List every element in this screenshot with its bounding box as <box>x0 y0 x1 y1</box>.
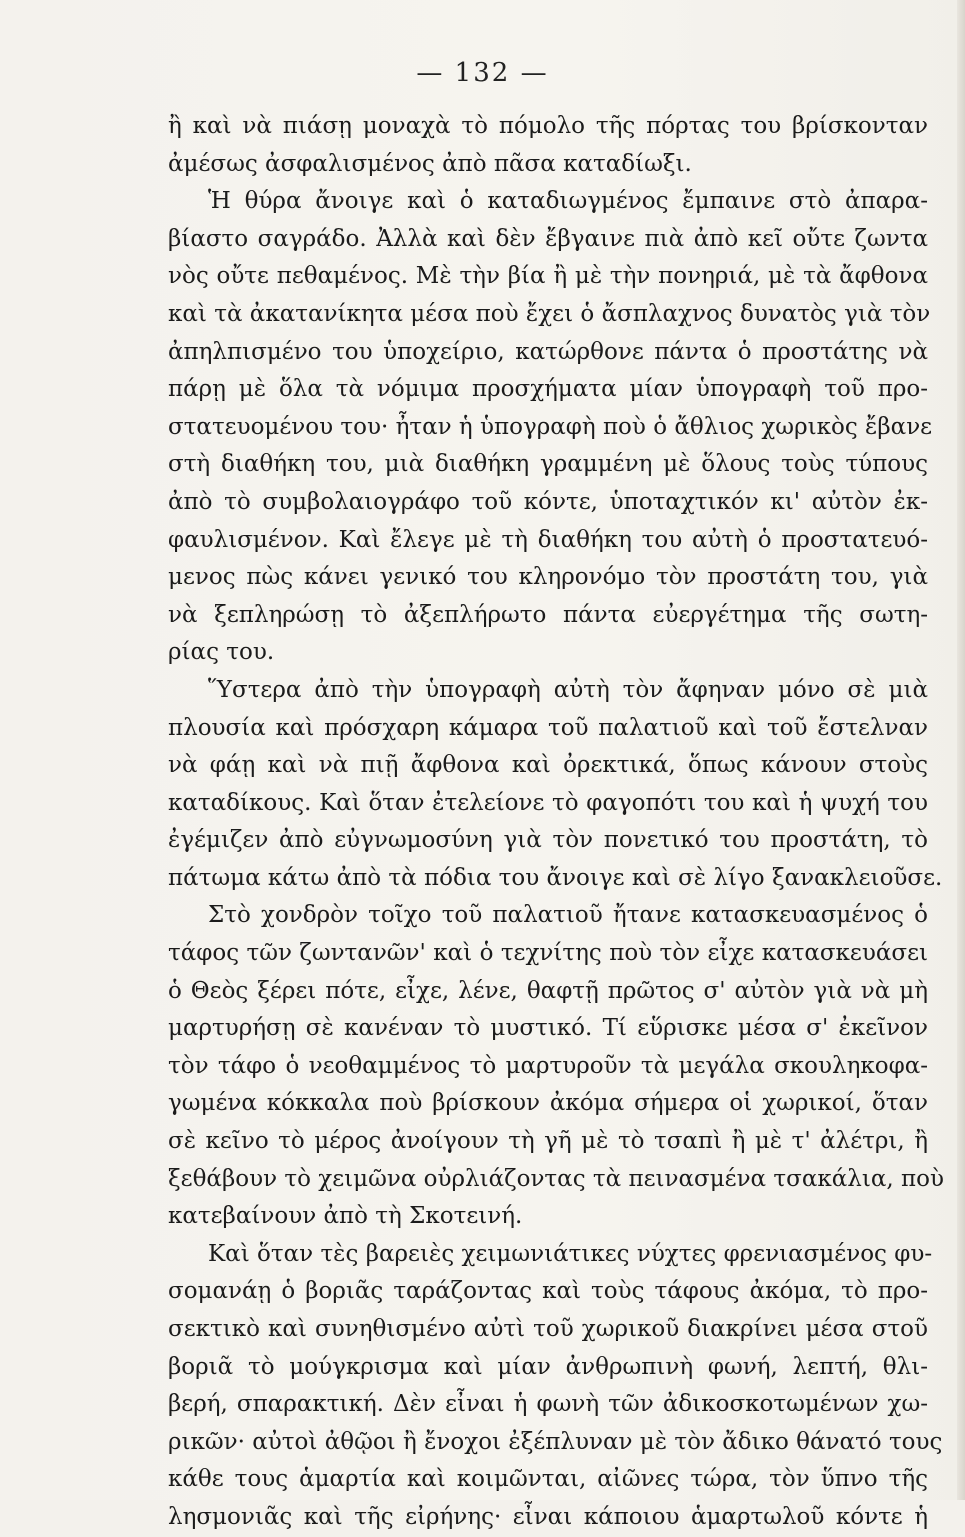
text-line: τάφος τῶν ζωντανῶν' καὶ ὁ τεχνίτης ποὺ τὸν εἶχε κατασκευάσει <box>168 940 928 967</box>
text-line: πάρῃ μὲ ὅλα τὰ νόμιμα προσχήματα μίαν ὑπογραφὴ τοῦ προ- <box>168 376 928 403</box>
text-line: στὴ διαθήκη του, μιὰ διαθήκη γραμμένη μὲ ὅλους τοὺς τύπους <box>168 451 928 478</box>
text-line: βερή, σπαρακτική. Δὲν εἶναι ἡ φωνὴ τῶν ἀδικοσκοτωμένων χω- <box>168 1391 928 1418</box>
page-edge <box>957 0 965 1500</box>
text-line: μενος πὼς κάνει γενικό του κληρονόμο τὸν προστάτη του, γιὰ <box>168 564 928 591</box>
text-line: ἢ καὶ νὰ πιάσῃ μοναχὰ τὸ πόμολο τῆς πόρτας του βρίσκονταν <box>168 113 928 139</box>
text-line: Στὸ χονδρὸν τοῖχο τοῦ παλατιοῦ ἤτανε κατασκευασμένος ὁ <box>208 902 928 929</box>
text-line: σομανάῃ ὁ βοριᾶς ταράζοντας καὶ τοὺς τάφους ἀκόμα, τὸ προ- <box>168 1278 928 1305</box>
text-line: κατεβαίνουν ἀπὸ τὴ Σκοτεινή. <box>168 1203 523 1230</box>
text-line: ξεθάβουν τὸ χειμῶνα οὐρλιάζοντας τὰ πεινασμένα τσακάλια, ποὺ <box>168 1165 944 1192</box>
text-line: ἀπηλπισμένο του ὑποχείριο, κατώρθονε πάντα ὁ προστάτης νὰ <box>168 338 928 365</box>
text-line: ρίας του. <box>168 639 275 666</box>
text-line: σὲ κεῖνο τὸ μέρος ἀνοίγουν τὴ γῆ μὲ τὸ τσαπὶ ἢ μὲ τ' ἀλέτρι, ἢ <box>168 1128 928 1155</box>
text-line: γωμένα κόκκαλα ποὺ βρίσκουν ἀκόμα σήμερα οἱ χωρικοί, ὅταν <box>168 1090 928 1117</box>
text-line: ρικῶν· αὐτοὶ ἀθῷοι ἢ ἔνοχοι ἐξέπλυναν μὲ τὸν ἄδικο θάνατό τους <box>168 1428 943 1455</box>
text-line: ἀπὸ τὸ συμβολαιογράφο τοῦ κόντε, ὑποταχτικόν κι' αὐτὸν ἐκ- <box>168 488 928 515</box>
text-line: φαυλισμένον. Καὶ ἔλεγε μὲ τὴ διαθήκη του αὐτὴ ὁ προστατευό- <box>168 526 928 553</box>
text-line: μαρτυρήσῃ σὲ κανέναν τὸ μυστικό. Τί εὕρισκε μέσα σ' ἐκεῖνον <box>168 1015 928 1042</box>
text-line: ἀμέσως ἀσφαλισμένος ἀπὸ πᾶσα καταδίωξι. <box>168 150 692 177</box>
page-number: — 132 — <box>416 58 549 88</box>
text-line: τὸν τάφο ὁ νεοθαμμένος τὸ μαρτυροῦν τὰ μεγάλα σκουληκοφα- <box>168 1052 928 1079</box>
text-line: Ὕστερα ἀπὸ τὴν ὑπογραφὴ αὐτὴ τὸν ἄφηναν μόνο σὲ μιὰ <box>208 676 928 703</box>
text-line: στατευομένου του· ἦταν ἡ ὑπογραφὴ ποὺ ὁ ἄθλιος χωρικὸς ἔβανε <box>168 413 933 440</box>
text-line: νὰ ξεπληρώσῃ τὸ ἀξεπλήρωτο πάντα εὐεργέτημα τῆς σωτη- <box>168 601 928 628</box>
text-line: καταδίκους. Καὶ ὅταν ἐτελείονε τὸ φαγοπότι του καὶ ἡ ψυχή του <box>168 789 928 816</box>
text-line: λησμονιᾶς καὶ τῆς εἰρήνης· εἶναι κάποιου ἁμαρτωλοῦ κόντε ἡ <box>168 1503 928 1530</box>
text-line: ὁ Θεὸς ξέρει πότε, εἶχε, λένε, θαφτῇ πρῶτος σ' αὐτὸν γιὰ νὰ μὴ <box>168 977 928 1004</box>
text-line: σεκτικὸ καὶ συνηθισμένο αὐτὶ τοῦ χωρικοῦ διακρίνει μέσα στοῦ <box>168 1316 928 1342</box>
text-line: πλουσία καὶ πρόσχαρη κάμαρα τοῦ παλατιοῦ καὶ τοῦ ἔστελναν <box>168 714 928 741</box>
text-line: ἐγέμιζεν ἀπὸ εὐγνωμοσύνη γιὰ τὸν πονετικό του προστάτη, τὸ <box>168 827 928 854</box>
text-line: βοριᾶ τὸ μούγκρισμα καὶ μίαν ἀνθρωπινὴ φωνή, λεπτή, θλι- <box>168 1353 928 1380</box>
text-line: Ἡ θύρα ἄνοιγε καὶ ὁ καταδιωγμένος ἔμπαινε στὸ ἀπαρα- <box>208 188 928 215</box>
text-line: βίαστο σαγράδο. Ἀλλὰ καὶ δὲν ἔβγαινε πιὰ ἀπὸ κεῖ οὔτε ζωντα <box>168 225 928 252</box>
text-line: νὰ φάῃ καὶ νὰ πιῇ ἄφθονα καὶ ὀρεκτικά, ὅπως κάνουν στοὺς <box>168 752 928 779</box>
body-text <box>168 108 944 1537</box>
text-line: κάθε τους ἁμαρτία καὶ κοιμῶνται, αἰῶνες τώρα, τὸν ὕπνο τῆς <box>168 1466 928 1493</box>
text-line: πάτωμα κάτω ἀπὸ τὰ πόδια του ἄνοιγε καὶ σὲ λίγο ξανακλειοῦσε. <box>168 864 943 891</box>
text-line: νὸς οὔτε πεθαμένος. Μὲ τὴν βία ἢ μὲ τὴν πονηριά, μὲ τὰ ἄφθονα <box>168 263 928 290</box>
text-line: καὶ τὰ ἀκατανίκητα μέσα ποὺ ἔχει ὁ ἄσπλαχνος δυνατὸς γιὰ τὸν <box>168 300 931 327</box>
text-line: Καὶ ὅταν τὲς βαρειὲς χειμωνιάτικες νύχτες φρενιασμένος φυ- <box>208 1240 933 1267</box>
